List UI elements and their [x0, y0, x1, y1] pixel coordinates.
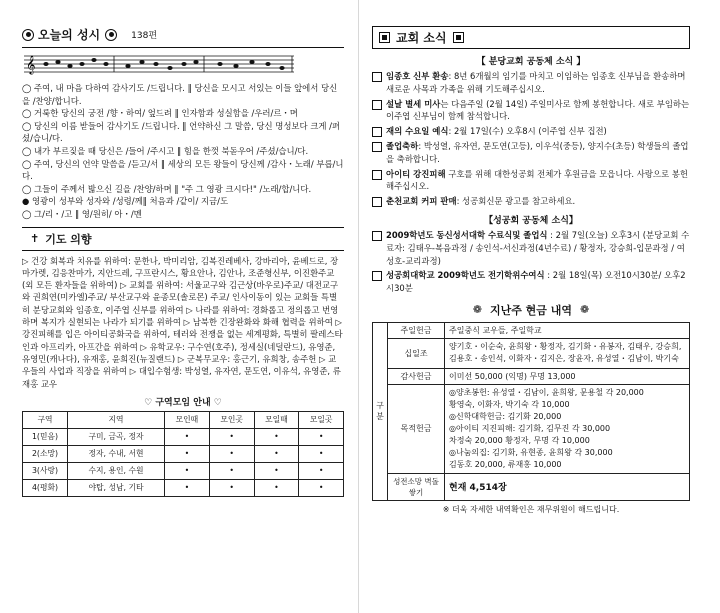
heart-icon: ♡: [144, 397, 153, 408]
notice-item: [372, 98, 690, 124]
checkbox-icon: [372, 271, 382, 281]
notice-item: [372, 140, 690, 166]
checkbox-icon: [372, 127, 382, 137]
table-row: [373, 322, 690, 338]
column-header: 모일곳: [299, 411, 344, 428]
notice-body: : 성공회신문 광고를 참고하세요.: [456, 196, 576, 207]
subheading: 【성공회 공동체 소식】: [484, 215, 578, 226]
notice-body: : 8년 6개월의 임기를 마치고 이임하는 임종호 신부님을 환송하며 새로운 사목과 가족을 위해 기도해주십시오.: [386, 71, 686, 94]
column-header: 모인때: [165, 411, 210, 428]
table-cell: •: [254, 428, 299, 445]
svg-text:𝄞: 𝄞: [26, 55, 36, 74]
cross-icon: ✝: [30, 232, 40, 246]
square-bullet-icon: [379, 32, 390, 43]
verse: ◯ 그들이 주께서 밟으신 길을 /찬양/하며 ‖ "주 그 영광 크시다!" /노래/합/니다.: [22, 183, 312, 194]
verse: ◯ 내가 부르짖을 때 당신은 /들어 /주시고 ‖ 힘을 한껏 북돋우어 /주셨/습니/다.: [22, 145, 309, 156]
fin-value: 현재 4,514장: [445, 473, 690, 500]
verse: ● 영광이 성부와 성자와 /성령/께‖ 처음과 /같이/ 지금/도: [22, 196, 229, 207]
table-cell: •: [299, 445, 344, 462]
checkbox-icon: [372, 72, 382, 82]
flower-icon: ❁: [472, 303, 482, 317]
notice-body: 는 다음주일 (2월 14일) 주일미사로 함께 봉헌합니다. 새로 부임하는 이주엽 신부님이 함께 참석합니다.: [386, 98, 690, 122]
notice-body: : 2월 17일(수) 오후8시 (이주엽 신부 집전): [448, 126, 607, 137]
notice-head: 성공회대학교 2009학년도 전기학위수여식: [386, 270, 545, 281]
checkbox-icon: [372, 170, 382, 180]
table-cell: 정자, 수내, 서현: [68, 445, 165, 462]
groups-title: 구역모임 안내: [155, 397, 211, 408]
fin-side-label: 구분: [373, 322, 388, 500]
column-header: 지역: [68, 411, 165, 428]
fin-value: 이미선 50,000 (익명) 무명 13,000: [445, 368, 690, 384]
table-cell: •: [209, 445, 254, 462]
groups-header: [22, 395, 344, 408]
notice-item: [372, 269, 690, 295]
notice-list: [372, 70, 690, 208]
table-row: [23, 479, 344, 496]
table-cell: •: [165, 462, 210, 479]
prayer-header: [22, 231, 344, 247]
notice-item: [372, 168, 690, 194]
table-row: [23, 428, 344, 445]
groups-table: [22, 411, 344, 497]
column-header: 모인곳: [209, 411, 254, 428]
verse: ◯ 거룩한 당신의 궁전 /향・하여/ 엎드려 ‖ 인자함과 성실함을 /우러/르・며: [22, 108, 298, 119]
footnote: ※ 더욱 자세한 내역확인은 재무위원이 해드립니다.: [442, 504, 620, 514]
fin-label: 주일헌금: [388, 322, 445, 338]
column-header: 모일때: [254, 411, 299, 428]
table-row: [23, 462, 344, 479]
finance-table: [372, 322, 690, 501]
table-cell: 수지, 용인, 수원: [68, 462, 165, 479]
prayer-intentions: [22, 255, 344, 390]
bullet-icon: [22, 29, 34, 41]
notice-body: : 박성열, 유자연, 문도연(고등), 이우석(중등), 양지수(초등) 학생들의 졸업을 축하합니다.: [386, 140, 689, 164]
scripture-header: [22, 26, 344, 43]
divider: [22, 227, 344, 228]
table-cell: •: [299, 462, 344, 479]
checkbox-icon: [372, 100, 382, 110]
bullet-icon: [105, 29, 117, 41]
table-cell: 1(믿음): [23, 428, 68, 445]
fin-value: 양기호・이순숙, 윤희왕・황정자, 김기화・유봉자, 김태우, 강승희, 김용호・송인석, 이화자・김지은, 장윤자, 유성열・김남이, 박기숙: [445, 338, 690, 368]
table-row: [373, 473, 690, 500]
verse: ◯ 주여, 내 마음 다하여 감사기도 /드립니다. ‖ 당신을 모시고 서있는 이들 앞에서 당신을 /찬양/합니다.: [22, 83, 338, 106]
verse: ◯ 당신의 이름 받들어 감사기도 /드립니다. ‖ 언약하신 그 말씀, 당신 명성보다 크게 /펴셨/습니/다.: [22, 120, 341, 144]
table-cell: •: [254, 445, 299, 462]
notice-item: [372, 125, 690, 138]
column-header: 구역: [23, 411, 68, 428]
notice-head: 재의 수요일 예식: [386, 126, 449, 137]
groups-section: [22, 395, 344, 497]
table-cell: •: [299, 479, 344, 496]
news-header: [372, 26, 690, 49]
notice-head: 졸업축하: [386, 140, 419, 151]
scripture-verses: [22, 82, 344, 221]
table-cell: 야탑, 성남, 기타: [68, 479, 165, 496]
table-cell: •: [209, 479, 254, 496]
fin-label: 목적헌금: [388, 384, 445, 473]
table-cell: •: [165, 428, 210, 445]
notice-item: [372, 195, 690, 208]
notice-head: 아이티 강진피해: [386, 168, 446, 179]
table-cell: •: [165, 445, 210, 462]
notice-item: [372, 229, 690, 267]
table-cell: •: [209, 428, 254, 445]
notice-head: 임종호 신부 환송: [386, 71, 449, 81]
notice-head: 2009학년도 동신성서대학 수료식및 졸업식: [386, 229, 548, 240]
table-row: [23, 445, 344, 462]
heart-icon: ♡: [213, 397, 222, 408]
table-cell: •: [165, 479, 210, 496]
verse: ◯ 주여, 당신의 언약 말씀을 /듣고/서 ‖ 세상의 모든 왕들이 당신께 /감사・노래/ 부릅/니다.: [22, 158, 344, 182]
music-staff-icon: [24, 53, 294, 75]
table-row: [373, 368, 690, 384]
divider: [22, 250, 344, 251]
checkbox-icon: [372, 142, 382, 152]
table-row: [373, 384, 690, 473]
prayer-title: 기도 의향: [45, 232, 92, 246]
hymn-number: 138편: [131, 31, 158, 41]
scripture-title: 오늘의 성시: [38, 28, 101, 42]
table-cell: •: [299, 428, 344, 445]
fin-label: 성전소망 벽돌쌓기: [388, 473, 445, 500]
fin-value: ◎양초봉헌: 유성열・김남이, 윤희왕, 문용철 각 20,000 황영숙, 이화자, 박기숙 각 10,000 ◎신학대학헌금: 김기화 20,000 ◎아이티 지진피해: 김기화, 김무진 각 30,000 차정숙 20,000 황정자, 무명 각 10,000 ◎나눔의집: 김기화, 유현종, 윤희왕 각 30,000 김동호 20,000, 류재홍 10,000: [445, 384, 690, 473]
finance-title: 지난주 현금 내역: [489, 303, 573, 317]
notice-body: : 2월 18일(목) 오전10시30분/ 오후2시30분: [386, 270, 686, 294]
notice-body: : 2월 7일(오늘) 오후3시 (분당교회 수료자: 김태우-복음과정 / 송인석-서신과정(4년수료) / 황정자, 강승희-입문과정 / 여성호-교리과정): [386, 229, 690, 266]
fin-label: 감사헌금: [388, 368, 445, 384]
table-cell: 구미, 금곡, 정자: [68, 428, 165, 445]
notice-list: [372, 229, 690, 295]
notice-head: 춘천교회 커피 판매: [386, 196, 457, 207]
table-cell: 4(평화): [23, 479, 68, 496]
checkbox-icon: [372, 231, 382, 241]
verse: ◯ 그/리・/고 ‖ 영/원히/ 아・/멘: [22, 208, 142, 219]
table-cell: 3(사랑): [23, 462, 68, 479]
page-fold: [358, 0, 359, 613]
table-row: [373, 338, 690, 368]
table-cell: •: [209, 462, 254, 479]
news-title: 교회 소식: [396, 31, 447, 45]
table-cell: 2(소망): [23, 445, 68, 462]
notice-head: 설날 별세 미사: [386, 98, 441, 109]
divider: [22, 47, 344, 48]
notice-item: [372, 70, 690, 96]
fin-label: 십일조: [388, 338, 445, 368]
fin-value: 주일중식 교우들, 주일학교: [445, 322, 690, 338]
right-column: [372, 26, 690, 515]
square-bullet-icon: [453, 32, 464, 43]
left-column: [22, 26, 344, 497]
table-cell: •: [254, 479, 299, 496]
checkbox-icon: [372, 197, 382, 207]
table-cell: •: [254, 462, 299, 479]
flower-icon: ❁: [580, 303, 590, 317]
subheading: 【 분당교회 공동체 소식 】: [476, 57, 586, 67]
table-header-row: [23, 411, 344, 428]
finance-header: [372, 302, 690, 318]
notice-body: 구호를 위해 대한성공회 전체가 후원금을 모읍니다. 사랑으로 봉헌해주십시오.: [386, 168, 688, 192]
prayer-text: ▷ 건강 회복과 치유를 위하여: 문한나, 박미리암, 김복진레베사, 강바리아, 윤베드로, 장마가렛, 김응찬마가, 지안드레, 구프란시스, 황요안나, 김안나, 조준형신부, 이진환주교(외 모든 환자들을 위하여) ▷ 교회를 위하여: 서울교구와 김근상(바우로)주교/ 대전교구와 권희연(미카엘)주교/ 부산교구와 윤종모(솔로몬) 주교/ 인사이동이 있는 교회들 특별히 분당교회와 임종호, 이주엽 신부를 위하여 ▷ 나라를 위하여: 경화롭고 정의롭고 번영하며 복지가 실현되는 나라가 되기를 위하여 ▷ 남북한 긴장완화와 화해 협력을 위하여 ▷ 강진피해를 입은 아이티공화국을 위하여, 테러와 전쟁을 없는 세계평화, 특별히 팔레스타인과 아프리카, 아프간을 위하여 ▷ 유학교우: 구수연(호주), 정세실(네덜란드), 유영준, 유영민(캐나다), 유재홍, 윤희진(뉴질랜드) ▷ 군복무교우: 홍근기, 유희창, 송주헌 ▷ 교우들의 사업과 직장을 위하여 ▷ 대입수험생: 박성열, 유자연, 문도연, 이유석, 유영준, 류재홍 교우: [22, 255, 343, 389]
